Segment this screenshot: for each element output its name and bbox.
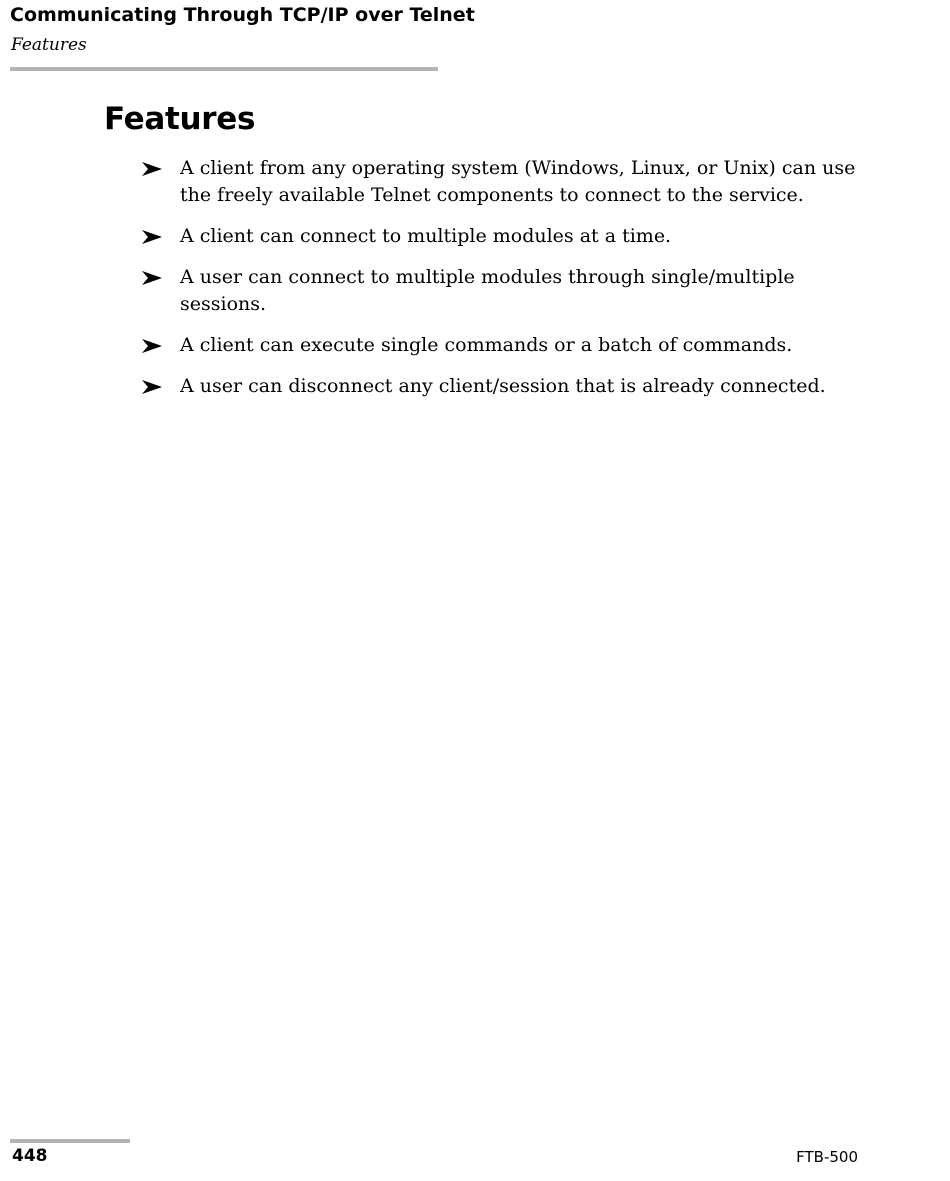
page-number: 448 — [12, 1146, 48, 1166]
product-name: FTB-500 — [796, 1148, 858, 1166]
list-item-text: A client from any operating system (Windows, Linux, or Unix) can use the freely available Telnet components to connect to the service. — [180, 157, 856, 206]
running-header — [10, 0, 475, 57]
list-item — [104, 155, 864, 209]
list-item-text: A client can execute single commands or a batch of commands. — [180, 334, 793, 356]
features-list — [104, 155, 864, 400]
arrowhead-bullet-icon — [142, 230, 162, 244]
list-item-text: A user can disconnect any client/session that is already connected. — [180, 375, 826, 397]
header-rule — [10, 67, 438, 71]
section-subtitle: Features — [11, 35, 87, 55]
arrowhead-bullet-icon — [142, 380, 162, 394]
section-heading: Features — [104, 101, 256, 137]
list-item — [104, 264, 864, 318]
list-item — [104, 373, 864, 400]
footer-rule — [10, 1139, 130, 1143]
list-item-text: A user can connect to multiple modules through single/multiple sessions. — [180, 266, 795, 315]
list-item — [104, 332, 864, 359]
list-item — [104, 223, 864, 250]
chapter-title: Communicating Through TCP/IP over Telnet — [10, 4, 475, 26]
arrowhead-bullet-icon — [142, 162, 162, 176]
arrowhead-bullet-icon — [142, 271, 162, 285]
arrowhead-bullet-icon — [142, 339, 162, 353]
list-item-text: A client can connect to multiple modules at a time. — [180, 225, 672, 247]
page-content — [104, 97, 864, 414]
